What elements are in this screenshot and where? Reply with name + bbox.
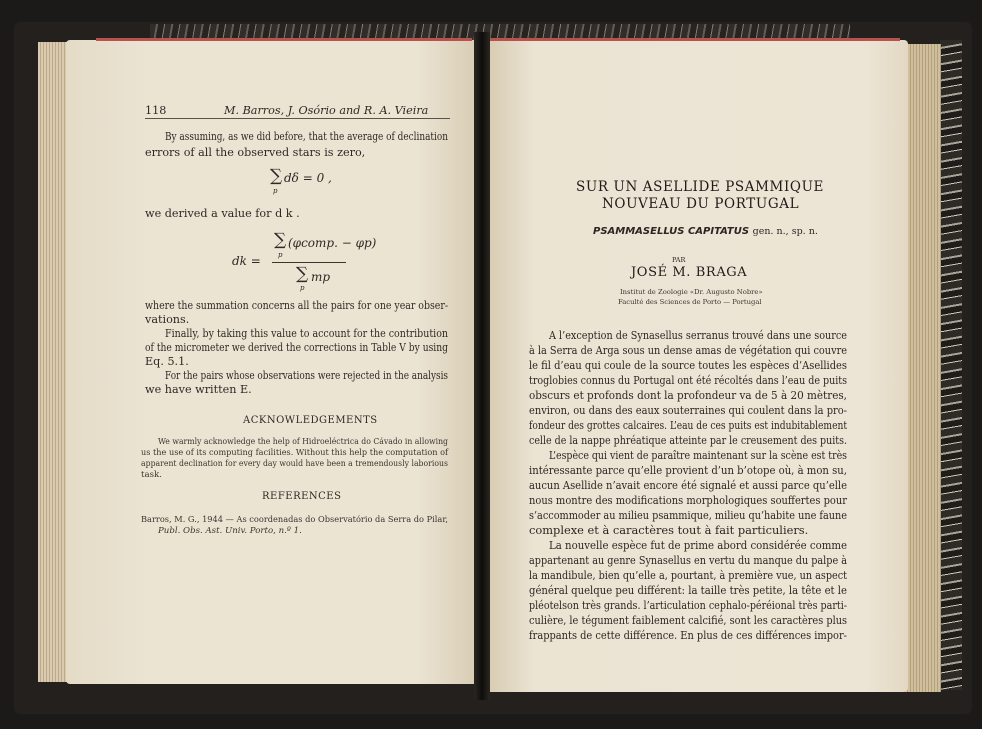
den-sum-sign: ∑ xyxy=(296,264,309,284)
body-line4: troglobies connus du Portugal ont été récoltés dans l’eau de puits xyxy=(529,373,847,387)
body-line1: A l’exception de Synasellus serranus trouvé dans une source xyxy=(549,328,847,342)
fraction-bar xyxy=(272,262,346,263)
body-line12: nous montre des modifications morphologiques souffertes pour xyxy=(529,493,847,507)
body-line8: celle de la nappe phréatique atteinte par le creusement des puits. xyxy=(529,433,847,447)
author-name: JOSÉ M. BRAGA xyxy=(631,265,748,280)
body-line10: intéressante parce qu’elle provient d’un b’otope où, à mon su, xyxy=(529,463,847,477)
body-line11: aucun Asellide n’avait encore été signalé et aussi parce qu’elle xyxy=(529,478,847,492)
body-line14: complexe et à caractères tout à fait particuliers. xyxy=(529,523,809,537)
article-title-line2: NOUVEAU DU PORTUGAL xyxy=(602,196,800,212)
para3-line7: we have written E. xyxy=(145,383,252,396)
marbled-edge-right xyxy=(940,40,962,690)
den-subscript: p xyxy=(300,284,305,292)
num-subscript: p xyxy=(278,251,283,259)
equation-body: dδ = 0 , xyxy=(284,171,332,185)
para1-line1: By assuming, as we did before, that the average of declination xyxy=(165,130,448,143)
body-line7: fondeur des grottes calcaires. L’eau de ces puits est indubitablement xyxy=(529,418,847,432)
eq2-lhs: dk = xyxy=(232,254,261,268)
para3-line1: where the summation concerns all the pairs for one year obser- xyxy=(145,299,448,312)
body-line13: s’accommoder au milieu psammique, milieu qu’habite une faune xyxy=(529,508,847,522)
book-gutter xyxy=(474,32,490,700)
para2: we derived a value for d k . xyxy=(145,207,300,220)
para3-line5: Eq. 5.1. xyxy=(145,355,189,368)
sum-sign: ∑ xyxy=(270,166,283,186)
body-line19: pléotelson très grands. l’articulation cephalo-péréional très parti- xyxy=(529,598,847,612)
species-suffix: gen. n., sp. n. xyxy=(752,226,818,237)
para1-line2: errors of all the observed stars is zero, xyxy=(145,146,366,159)
body-line15: La nouvelle espèce fut de prime abord considérée comme xyxy=(549,538,847,552)
ack-line4: task. xyxy=(141,470,162,480)
para3-line4: of the micrometer we derived the corrections in Table V by using xyxy=(145,341,448,354)
species-name: PSAMMASELLUS CAPITATUS xyxy=(593,226,750,237)
denominator: mp xyxy=(311,270,331,284)
par-label: PAR xyxy=(672,256,686,264)
para3-line6: For the pairs whose observations were rejected in the analysis xyxy=(165,369,448,382)
ack-line1: We warmly acknowledge the help of Hidroeléctrica do Cávado in allowing xyxy=(158,437,448,447)
affiliation-line1: Institut de Zoologie «Dr. Augusto Nobre» xyxy=(620,288,763,296)
ack-line3: apparent declination for every day would have been a tremendously laborious xyxy=(141,459,448,469)
article-title-line1: SUR UN ASELLIDE PSAMMIQUE xyxy=(576,179,825,195)
para3-line2: vations. xyxy=(145,313,190,326)
body-line5: obscurs et profonds dont la profondeur va de 5 à 20 mètres, xyxy=(529,388,847,402)
body-line9: L’espèce qui vient de paraître maintenant sur la scène est très xyxy=(549,448,847,462)
body-line3: le fil d’eau qui coule de la source toutes les espèces d’Asellides xyxy=(529,358,847,372)
sum-subscript: p xyxy=(273,187,278,195)
page-edges-right xyxy=(905,44,941,692)
para3-line3: Finally, by taking this value to account for the contribution xyxy=(165,327,448,340)
red-headband-right xyxy=(490,38,900,41)
ref-line2: Publ. Obs. Ast. Univ. Porto, n.º 1. xyxy=(158,526,302,536)
red-headband-left xyxy=(96,38,472,41)
body-line17: la mandibule, bien qu’elle a, pourtant, à première vue, un aspect xyxy=(529,568,847,582)
affiliation-line2: Faculté des Sciences de Porto — Portugal xyxy=(618,298,762,306)
running-head: M. Barros, J. Osório and R. A. Vieira xyxy=(224,104,429,117)
references-heading: REFERENCES xyxy=(262,491,342,502)
numerator: (φcomp. − φp) xyxy=(288,236,377,250)
body-line20: culière, le tégument faiblement calcifié, sont les caractères plus xyxy=(529,613,847,627)
header-rule xyxy=(145,118,450,119)
acknowledgements-heading: ACKNOWLEDGEMENTS xyxy=(243,415,378,426)
body-line21: frappants de cette différence. En plus de ces différences impor- xyxy=(529,628,847,642)
num-sum-sign: ∑ xyxy=(274,230,287,250)
ack-line2: us the use of its computing facilities. Without this help the computation of xyxy=(141,448,448,458)
body-line6: environ, ou dans des eaux souterraines qui coulent dans la pro- xyxy=(529,403,847,417)
body-line18: général quelque peu différent: la taille très petite, la tête et le xyxy=(529,583,847,597)
body-line2: à la Serra de Arga sous un dense amas de végétation qui couvre xyxy=(529,343,847,357)
page-number: 118 xyxy=(145,104,167,117)
species-line xyxy=(593,223,818,239)
body-line16: appartenant au genre Synasellus en vertu du manque du palpe à xyxy=(529,553,847,567)
ref-line1: Barros, M. G., 1944 — As coordenadas do Observatório da Serra do Pilar, xyxy=(141,515,448,525)
